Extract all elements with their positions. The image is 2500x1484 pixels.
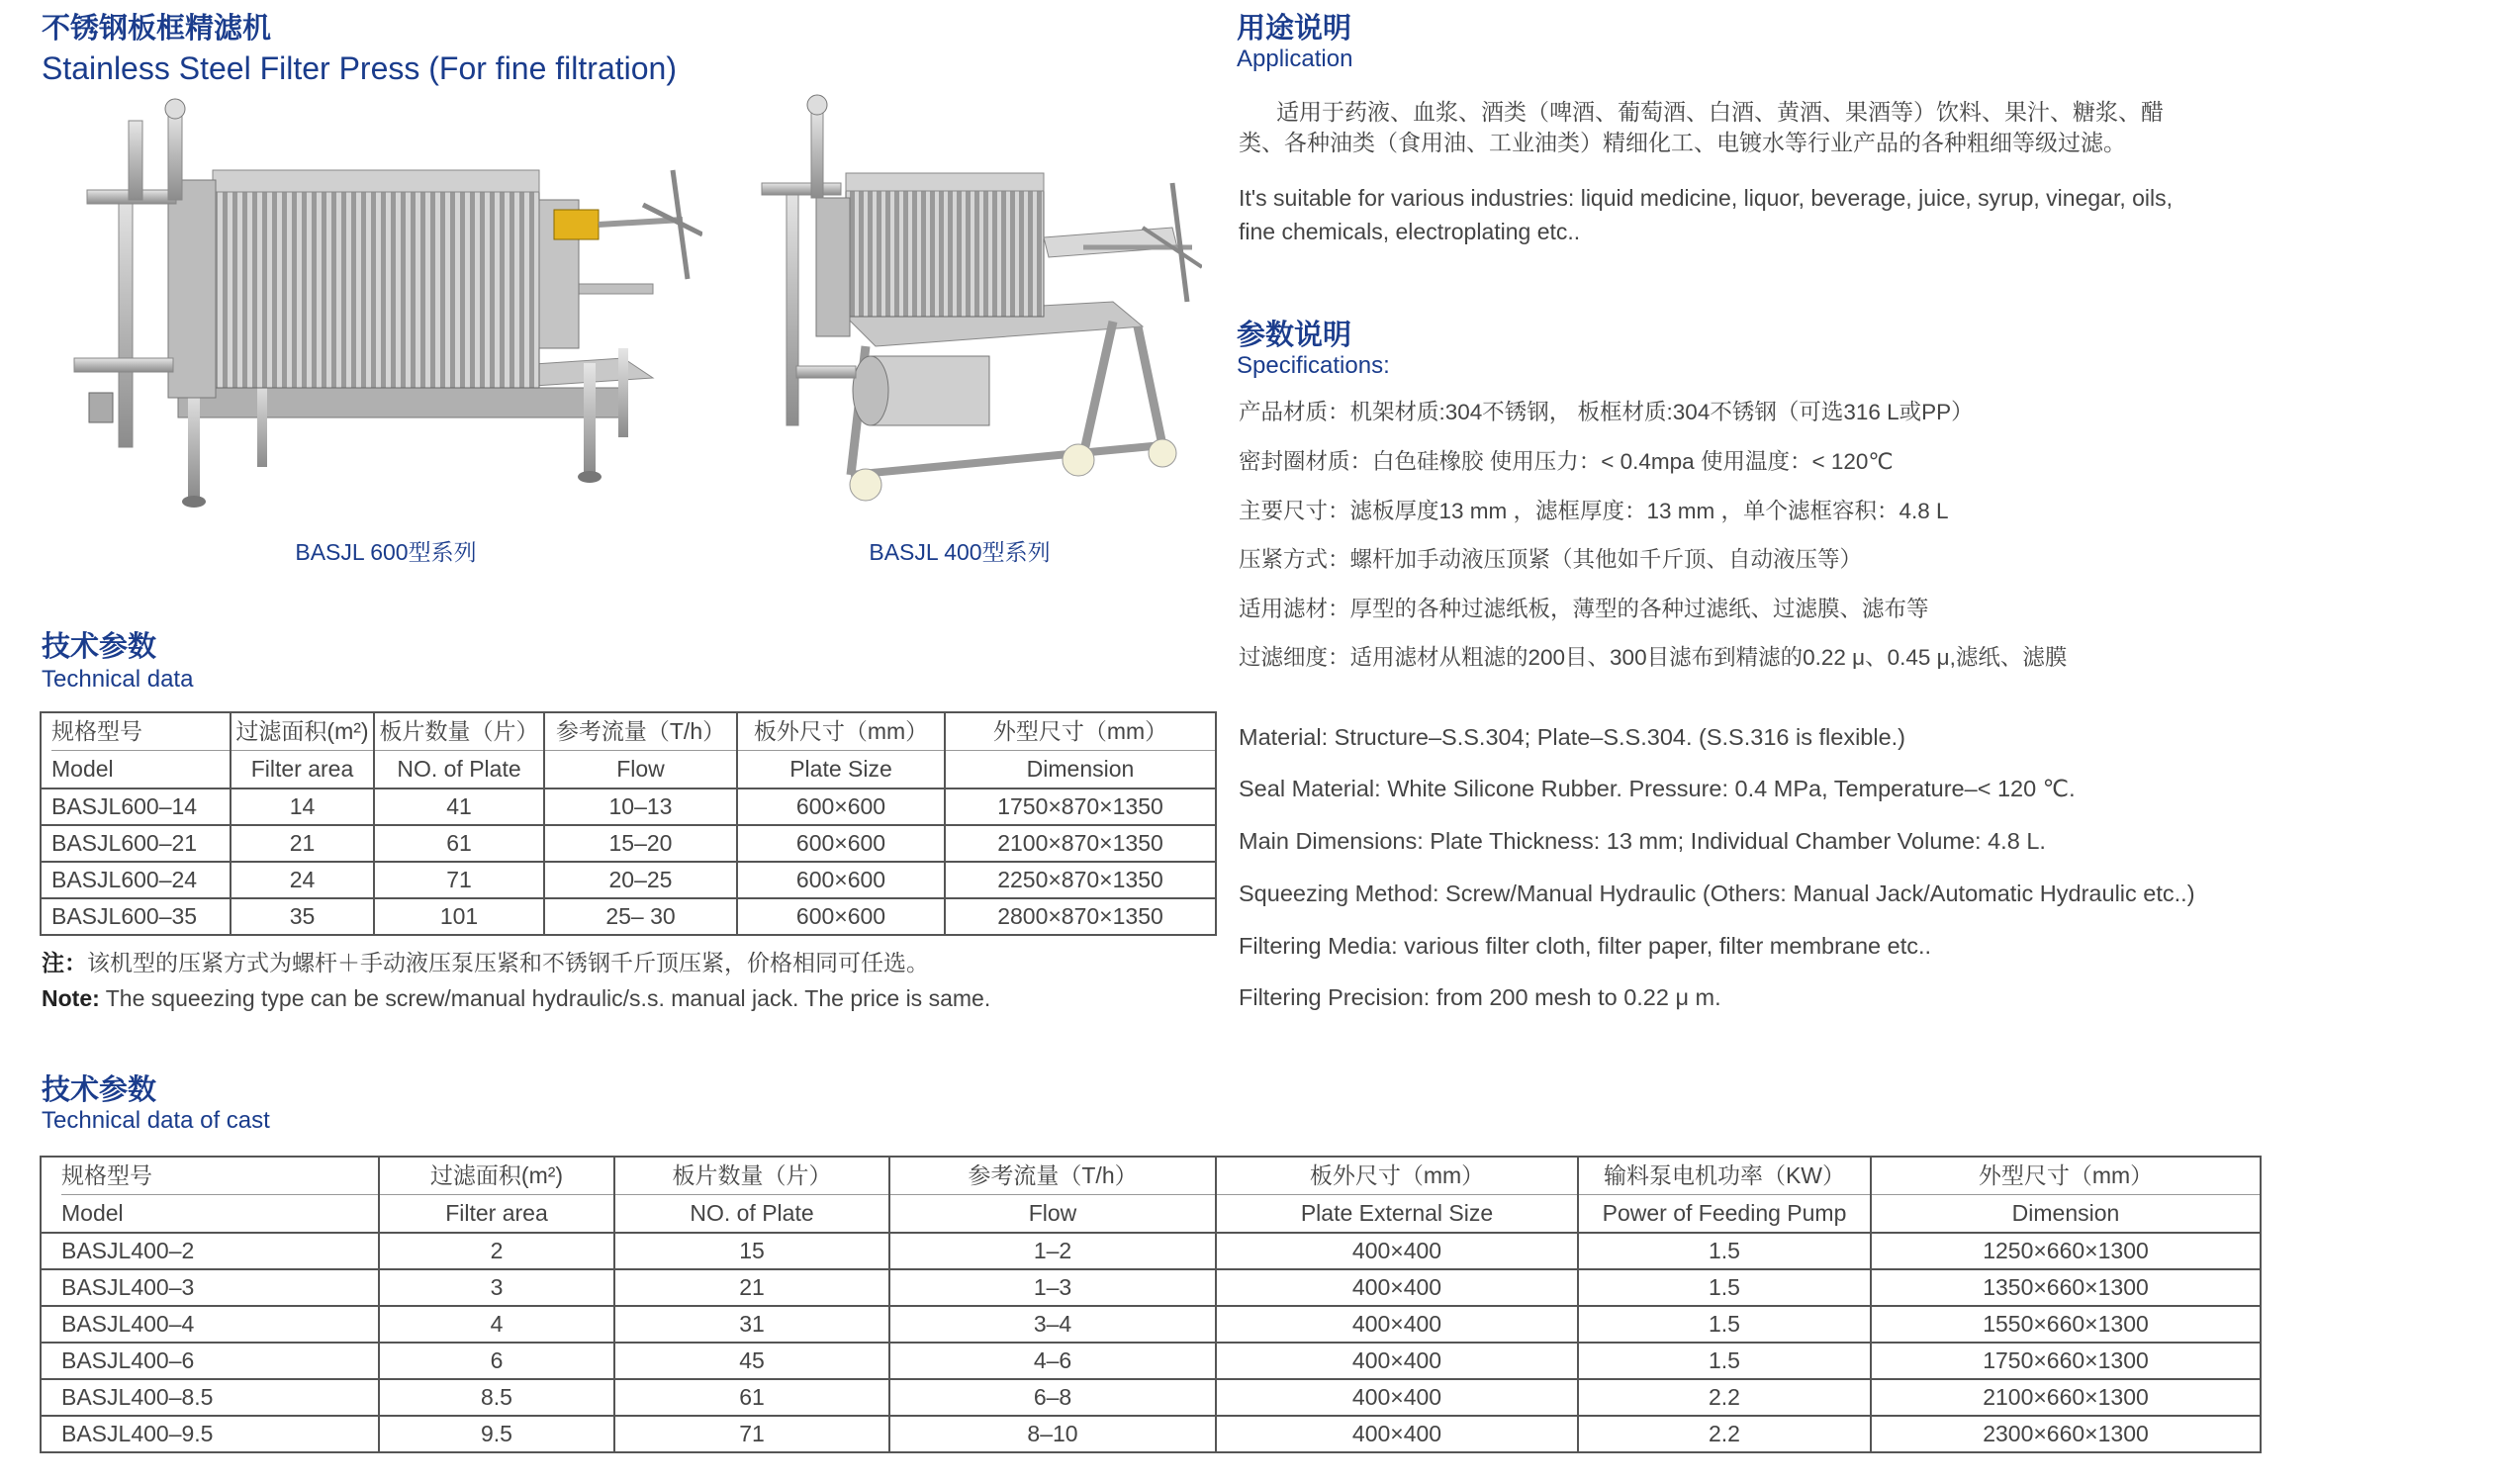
- filter-press-600-image: [69, 91, 702, 526]
- table-cell: 2800×870×1350: [945, 898, 1216, 935]
- table-cell: 14: [231, 788, 374, 825]
- table-cell: 20–25: [544, 862, 737, 898]
- specifications-heading-zh: 参数说明: [1237, 320, 1352, 351]
- table-row: [41, 1269, 2261, 1306]
- column-header: 过滤面积(m²) Filter area: [379, 1157, 614, 1233]
- table-cell: 1.5: [1578, 1233, 1871, 1269]
- table-cell: 24: [231, 862, 374, 898]
- product-title-en: Stainless Steel Filter Press (For fine filtration): [42, 50, 677, 86]
- table-cell: 25– 30: [544, 898, 737, 935]
- column-header: 过滤面积(m²) Filter area: [231, 712, 374, 788]
- table-cell: 1550×660×1300: [1871, 1306, 2261, 1343]
- table-cell: 600×600: [737, 862, 945, 898]
- table-cell: 1.5: [1578, 1306, 1871, 1343]
- product-title-zh: 不锈钢板框精滤机: [42, 13, 272, 45]
- table-cell: BASJL600–35: [41, 898, 231, 935]
- table-cell: 41: [374, 788, 544, 825]
- table-cell: 400×400: [1216, 1416, 1578, 1452]
- table-cell: 600×600: [737, 788, 945, 825]
- filter-press-400-image: [757, 89, 1202, 524]
- table-cell: 45: [614, 1343, 889, 1379]
- table-cell: 3: [379, 1269, 614, 1306]
- table-cell: 4–6: [889, 1343, 1216, 1379]
- table-cell: 15–20: [544, 825, 737, 862]
- table-cell: 1750×660×1300: [1871, 1343, 2261, 1379]
- table-row: [41, 1233, 2261, 1269]
- tech2-heading-en: Technical data of cast: [42, 1107, 270, 1134]
- table-row: [41, 862, 1216, 898]
- table-cell: 6: [379, 1343, 614, 1379]
- table-cell: 2.2: [1578, 1379, 1871, 1416]
- table-row: [41, 1416, 2261, 1452]
- application-text-en-2: fine chemicals, electroplating etc..: [1239, 219, 1581, 244]
- table-cell: 61: [374, 825, 544, 862]
- tech1-table: [40, 711, 1217, 936]
- table-cell: 2100×660×1300: [1871, 1379, 2261, 1416]
- table-cell: BASJL600–21: [41, 825, 231, 862]
- table-cell: 9.5: [379, 1416, 614, 1452]
- column-header: 板片数量（片） NO. of Plate: [614, 1157, 889, 1233]
- table-cell: 21: [614, 1269, 889, 1306]
- table-cell: BASJL400–2: [41, 1233, 379, 1269]
- table-cell: BASJL400–6: [41, 1343, 379, 1379]
- column-header: 输料泵电机功率（KW） Power of Feeding Pump: [1578, 1157, 1871, 1233]
- spec-en-line: Squeezing Method: Screw/Manual Hydraulic (Others: Manual Jack/Automatic Hydraulic etc..): [1239, 881, 2195, 906]
- table-cell: 31: [614, 1306, 889, 1343]
- table-cell: 8–10: [889, 1416, 1216, 1452]
- specifications-heading-en: Specifications:: [1237, 352, 1390, 379]
- table-row: [41, 898, 1216, 935]
- table-cell: BASJL600–14: [41, 788, 231, 825]
- tech1-note-en: Note: The squeezing type can be screw/manual hydraulic/s.s. manual jack. The price is same.: [42, 985, 991, 1011]
- table-header-row: [41, 712, 1216, 788]
- table-cell: 4: [379, 1306, 614, 1343]
- application-heading-en: Application: [1237, 46, 1353, 72]
- spec-zh-line: 适用滤材：厚型的各种过滤纸板，薄型的各种过滤纸、过滤膜、滤布等: [1239, 597, 1929, 621]
- table-cell: 15: [614, 1233, 889, 1269]
- table-cell: 21: [231, 825, 374, 862]
- column-header: 规格型号 Model: [41, 712, 231, 788]
- spec-en-line: Filtering Precision: from 200 mesh to 0.22 μ m.: [1239, 984, 1721, 1010]
- table-cell: 1350×660×1300: [1871, 1269, 2261, 1306]
- table-cell: BASJL400–9.5: [41, 1416, 379, 1452]
- spec-zh-line: 产品材质：机架材质:304不锈钢， 板框材质:304不锈钢（可选316 L或PP）: [1239, 400, 1974, 424]
- column-header: 外型尺寸（mm） Dimension: [945, 712, 1216, 788]
- tech1-heading-zh: 技术参数: [42, 631, 157, 663]
- table-cell: 6–8: [889, 1379, 1216, 1416]
- application-text-en-1: It's suitable for various industries: liquid medicine, liquor, beverage, juice, syrup, vinegar, oils,: [1239, 185, 2174, 211]
- table-cell: 61: [614, 1379, 889, 1416]
- table-cell: BASJL600–24: [41, 862, 231, 898]
- image-caption-400: BASJL 400型系列: [869, 539, 1051, 565]
- table-cell: 400×400: [1216, 1343, 1578, 1379]
- table-cell: 71: [614, 1416, 889, 1452]
- application-text-zh-2: 类、各种油类（食用油、工业油类）精细化工、电镀水等行业产品的各种粗细等级过滤。: [1239, 130, 2126, 155]
- table-cell: 71: [374, 862, 544, 898]
- table-cell: 2250×870×1350: [945, 862, 1216, 898]
- table-cell: 8.5: [379, 1379, 614, 1416]
- table-row: [41, 788, 1216, 825]
- column-header: 板外尺寸（mm） Plate Size: [737, 712, 945, 788]
- spec-zh-line: 压紧方式：螺杆加手动液压顶紧（其他如千斤顶、自动液压等）: [1239, 547, 1863, 572]
- table-header-row: [41, 1157, 2261, 1233]
- table-row: [41, 1306, 2261, 1343]
- table-cell: BASJL400–4: [41, 1306, 379, 1343]
- column-header: 规格型号 Model: [41, 1157, 379, 1233]
- spec-en-line: Material: Structure–S.S.304; Plate–S.S.304. (S.S.316 is flexible.): [1239, 724, 1906, 750]
- spec-zh-line: 密封圈材质：白色硅橡胶 使用压力：< 0.4mpa 使用温度：< 120℃: [1239, 449, 1894, 474]
- spec-en-line: Filtering Media: various filter cloth, filter paper, filter membrane etc..: [1239, 933, 1932, 959]
- table-cell: 10–13: [544, 788, 737, 825]
- table-cell: 1–2: [889, 1233, 1216, 1269]
- table-cell: 1.5: [1578, 1343, 1871, 1379]
- table-cell: 35: [231, 898, 374, 935]
- table-cell: 1250×660×1300: [1871, 1233, 2261, 1269]
- table-cell: 101: [374, 898, 544, 935]
- table-cell: 1–3: [889, 1269, 1216, 1306]
- table-cell: 600×600: [737, 898, 945, 935]
- table-cell: 2100×870×1350: [945, 825, 1216, 862]
- column-header: 外型尺寸（mm） Dimension: [1871, 1157, 2261, 1233]
- table-cell: 400×400: [1216, 1306, 1578, 1343]
- table-cell: 3–4: [889, 1306, 1216, 1343]
- column-header: 板外尺寸（mm） Plate External Size: [1216, 1157, 1578, 1233]
- table-cell: BASJL400–8.5: [41, 1379, 379, 1416]
- table-cell: 400×400: [1216, 1269, 1578, 1306]
- tech1-heading-en: Technical data: [42, 666, 194, 693]
- column-header: 参考流量（T/h） Flow: [544, 712, 737, 788]
- table-row: [41, 1379, 2261, 1416]
- spec-en-line: Seal Material: White Silicone Rubber. Pressure: 0.4 MPa, Temperature–< 120 ℃.: [1239, 776, 2076, 801]
- tech2-heading-zh: 技术参数: [42, 1074, 157, 1106]
- spec-zh-line: 主要尺寸：滤板厚度13 mm ，滤框厚度：13 mm ，单个滤框容积：4.8 L: [1239, 499, 1949, 523]
- column-header: 板片数量（片） NO. of Plate: [374, 712, 544, 788]
- tech1-note-zh: 注：该机型的压紧方式为螺杆＋手动液压泵压紧和不锈钢千斤顶压紧，价格相同可任选。: [42, 950, 929, 975]
- spec-zh-line: 过滤细度：适用滤材从粗滤的200目、300目滤布到精滤的0.22 μ、0.45 μ,滤纸、滤膜: [1239, 645, 2068, 670]
- spec-en-line: Main Dimensions: Plate Thickness: 13 mm; Individual Chamber Volume: 4.8 L.: [1239, 828, 2046, 854]
- table-cell: 400×400: [1216, 1233, 1578, 1269]
- tech2-table: [40, 1156, 2262, 1453]
- application-text-zh-1: 适用于药液、血浆、酒类（啤酒、葡萄酒、白酒、黄酒、果酒等）饮料、果汁、糖浆、醋: [1276, 99, 2164, 125]
- table-row: [41, 1343, 2261, 1379]
- image-caption-600: BASJL 600型系列: [295, 539, 477, 565]
- table-cell: 2300×660×1300: [1871, 1416, 2261, 1452]
- table-cell: 2.2: [1578, 1416, 1871, 1452]
- application-heading-zh: 用途说明: [1237, 13, 1352, 45]
- table-cell: 600×600: [737, 825, 945, 862]
- table-cell: BASJL400–3: [41, 1269, 379, 1306]
- table-cell: 1750×870×1350: [945, 788, 1216, 825]
- column-header: 参考流量（T/h） Flow: [889, 1157, 1216, 1233]
- table-row: [41, 825, 1216, 862]
- table-cell: 2: [379, 1233, 614, 1269]
- table-cell: 400×400: [1216, 1379, 1578, 1416]
- table-cell: 1.5: [1578, 1269, 1871, 1306]
